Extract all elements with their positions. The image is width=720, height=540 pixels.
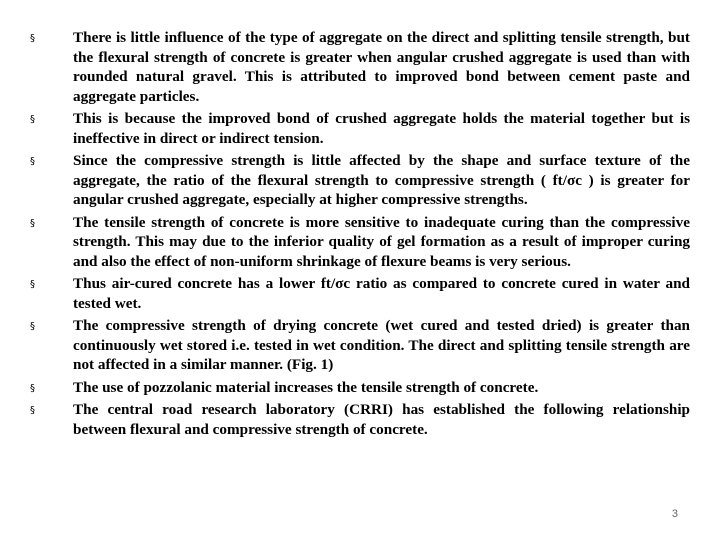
bullet-marker: § [30,217,35,229]
bullet-marker: § [30,321,35,332]
bullet-text: The use of pozzolanic material increases the tensile strength of concrete. [73,378,539,396]
list-item [30,316,690,378]
bullet-text: Thus air-cured concrete has a lower ft/σc ratio as compared to concrete cured in water and tested wet. [73,275,690,312]
bullet-marker: § [30,156,35,167]
list-item [30,400,690,442]
bullet-text: The compressive strength of drying concrete (wet cured and tested dried) is greater than continuously wet stored i.e. tested in wet condition. The direct and splitting tensile strength are not affected in a similar manner. (Fig. 1) [73,317,690,373]
bullet-marker: § [30,114,35,125]
list-item [30,109,690,151]
list-item [30,213,690,275]
bullet-text: This is because the improved bond of crushed aggregate holds the material together but is ineffective in direct or indirect tension. [73,110,690,147]
bullet-text: The tensile strength of concrete is more sensitive to inadequate curing than the compressive strength. This may due to the inferior quality of gel formation as a result of improper curing and also the effect of non-uniform shrinkage of flexure beams is very serious. [73,213,690,270]
bullet-marker: § [30,382,35,394]
bullet-text: There is little influence of the type of aggregate on the direct and splitting tensile strength, but the flexural strength of concrete is greater when angular crushed aggregate is used than with rounded natural gravel. This is attributed to improved bond between cement paste and aggregate particles. [73,29,690,105]
bullet-text: Since the compressive strength is little affected by the shape and surface texture of the aggregate, the ratio of the flexural strength to compressive strength ( ft/σc ) is greater for angular crushed aggregate, especially at higher compressive strengths. [73,152,690,208]
list-item [30,28,690,109]
list-item [30,378,690,401]
page-number: 3 [671,508,678,520]
bullet-list [30,28,690,442]
bullet-text: The central road research laboratory (CRRI) has established the following relationship between flexural and compressive strength of concrete. [73,401,690,438]
list-item [30,274,690,316]
bullet-marker: § [30,33,35,44]
bullet-marker: § [30,279,35,290]
list-item [30,151,690,213]
bullet-marker: § [30,405,35,416]
